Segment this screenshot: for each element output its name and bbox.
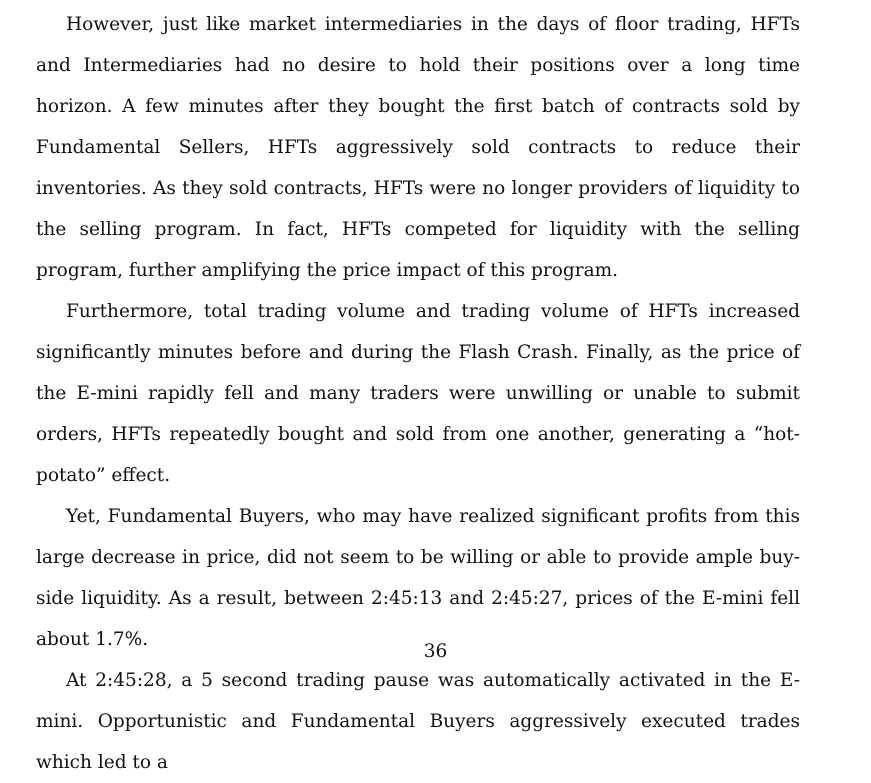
- paragraph-trading-volume: Furthermore, total trading volume and trading volume of HFTs increased significantly minutes before and during the Flash Crash. Finally, as the price of the E-mini rapidly fell and many traders were unwilling or unable to submit orders, HFTs repeatedly bought and sold from one another, generating a “hot-potato” effect.: [36, 301, 800, 486]
- paragraph-trading-pause: At 2:45:28, a 5 second trading pause was automatically activated in the E-mini. Opportunistic and Fundamental Buyers aggressively executed trades which led to a: [36, 670, 800, 773]
- paragraph-hft-intermediaries: However, just like market intermediaries in the days of floor trading, HFTs and Intermediaries had no desire to hold their positions over a long time horizon. A few minutes after they bought the first batch of contracts sold by Fundamental Sellers, HFTs aggressively sold contracts to reduce their inventories. As they sold contracts, HFTs were no longer providers of liquidity to the selling program. In fact, HFTs competed for liquidity with the selling program, further amplifying the price impact of this program.: [36, 14, 800, 281]
- page-number: 36: [423, 641, 448, 662]
- paragraph-fundamental-buyers: Yet, Fundamental Buyers, who may have realized significant profits from this large decrease in price, did not seem to be willing or able to provide ample buy-side liquidity. As a result, between 2:45:13 and 2:45:27, prices of the E-mini fell about 1.7%.: [36, 506, 800, 650]
- document-body: [36, 4, 800, 783]
